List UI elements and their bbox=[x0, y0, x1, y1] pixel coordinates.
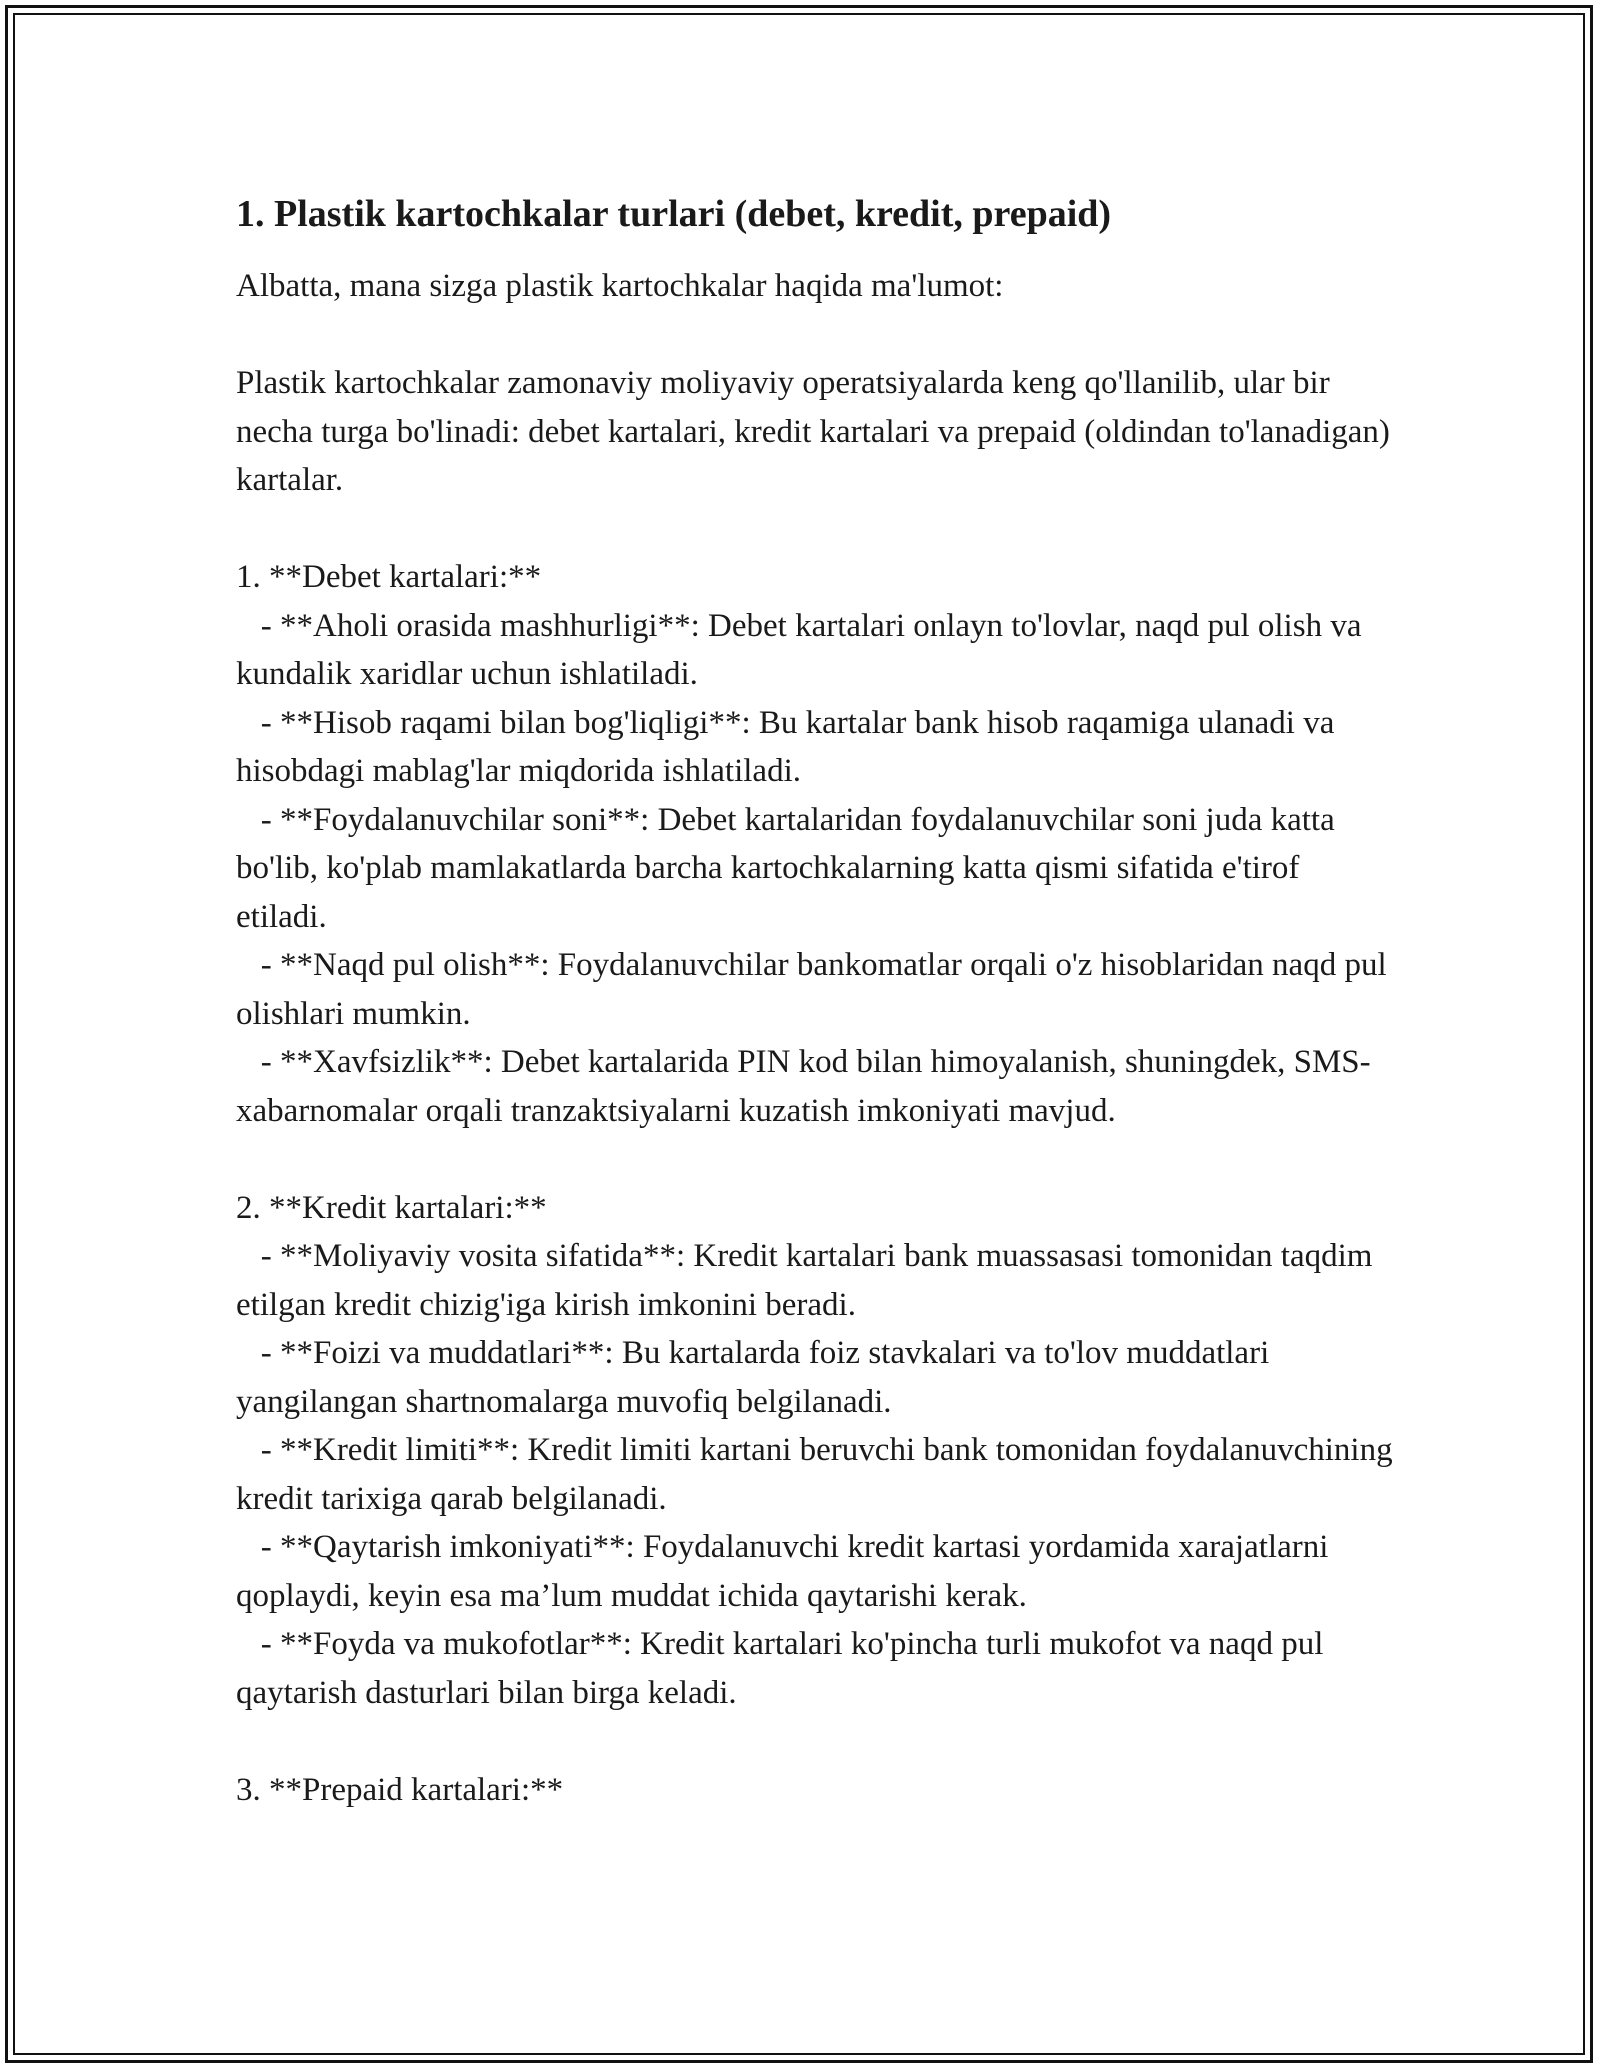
list-item: - **Qaytarish imkoniyati**: Foydalanuvchi kredit kartasi yordamida xarajatlarni qoplaydi, keyin esa ma’lum muddat ichida qaytarishi kerak. bbox=[236, 1529, 1337, 1614]
section-credit-cards bbox=[236, 1184, 1401, 1718]
list-item: - **Foydalanuvchilar soni**: Debet kartalaridan foydalanuvchilar soni juda katta bo'lib, ko'plab mamlakatlarda barcha kartochkalarning katta qismi sifatida e'tirof etiladi. bbox=[236, 801, 1343, 935]
section-debit-cards bbox=[236, 553, 1396, 1135]
list-item: - **Kredit limiti**: Kredit limiti kartani beruvchi bank tomonidan foydalanuvchining kredit tarixiga qarab belgilanadi. bbox=[236, 1432, 1401, 1517]
document-title: 1. Plastik kartochkalar turlari (debet, kredit, prepaid) bbox=[236, 193, 1112, 235]
document-body bbox=[236, 190, 1401, 1814]
list-item: - **Aholi orasida mashhurligi**: Debet kartalari onlayn to'lovlar, naqd pul olish va kundalik xaridlar uchun ishlatiladi. bbox=[236, 607, 1370, 692]
intro-text: Albatta, mana sizga plastik kartochkalar haqida ma'lumot: bbox=[236, 268, 1004, 304]
list-item: - **Hisob raqami bilan bog'liqligi**: Bu kartalar bank hisob raqamiga ulanadi va hisobdagi mablag'lar miqdorida ishlatiladi. bbox=[236, 704, 1343, 789]
list-item: - **Foyda va mukofotlar**: Kredit kartalari ko'pincha turli mukofot va naqd pul qaytarish dasturlari bilan birga keladi. bbox=[236, 1626, 1332, 1711]
section-heading: 1. **Debet kartalari:** bbox=[236, 559, 542, 595]
list-item: - **Moliyaviy vosita sifatida**: Kredit kartalari bank muassasasi tomonidan taqdim etilgan kredit chizig'iga kirish imkonini beradi. bbox=[236, 1238, 1381, 1323]
overview-paragraph: Plastik kartochkalar zamonaviy moliyaviy operatsiyalarda keng qo'llanilib, ular bir necha turga bo'linadi: debet kartalari, kredit kartalari va prepaid (oldindan to'lanadigan) kartalar. bbox=[236, 365, 1390, 498]
section-heading: 3. **Prepaid kartalari:** bbox=[236, 1771, 564, 1808]
section-heading: 2. **Kredit kartalari:** bbox=[236, 1189, 547, 1226]
section-prepaid-cards bbox=[236, 1766, 1396, 1815]
list-item: - **Xavfsizlik**: Debet kartalarida PIN kod bilan himoyalanish, shuningdek, SMS-xabarnomalar orqali tranzaktsiyalarni kuzatish imkoniyati mavjud. bbox=[236, 1044, 1371, 1129]
list-item: - **Naqd pul olish**: Foydalanuvchilar bankomatlar orqali o'z hisoblaridan naqd pul olishlari mumkin. bbox=[236, 947, 1395, 1032]
list-item: - **Foizi va muddatlari**: Bu kartalarda foiz stavkalari va to'lov muddatlari yangilangan shartnomalarga muvofiq belgilanadi. bbox=[236, 1335, 1278, 1420]
